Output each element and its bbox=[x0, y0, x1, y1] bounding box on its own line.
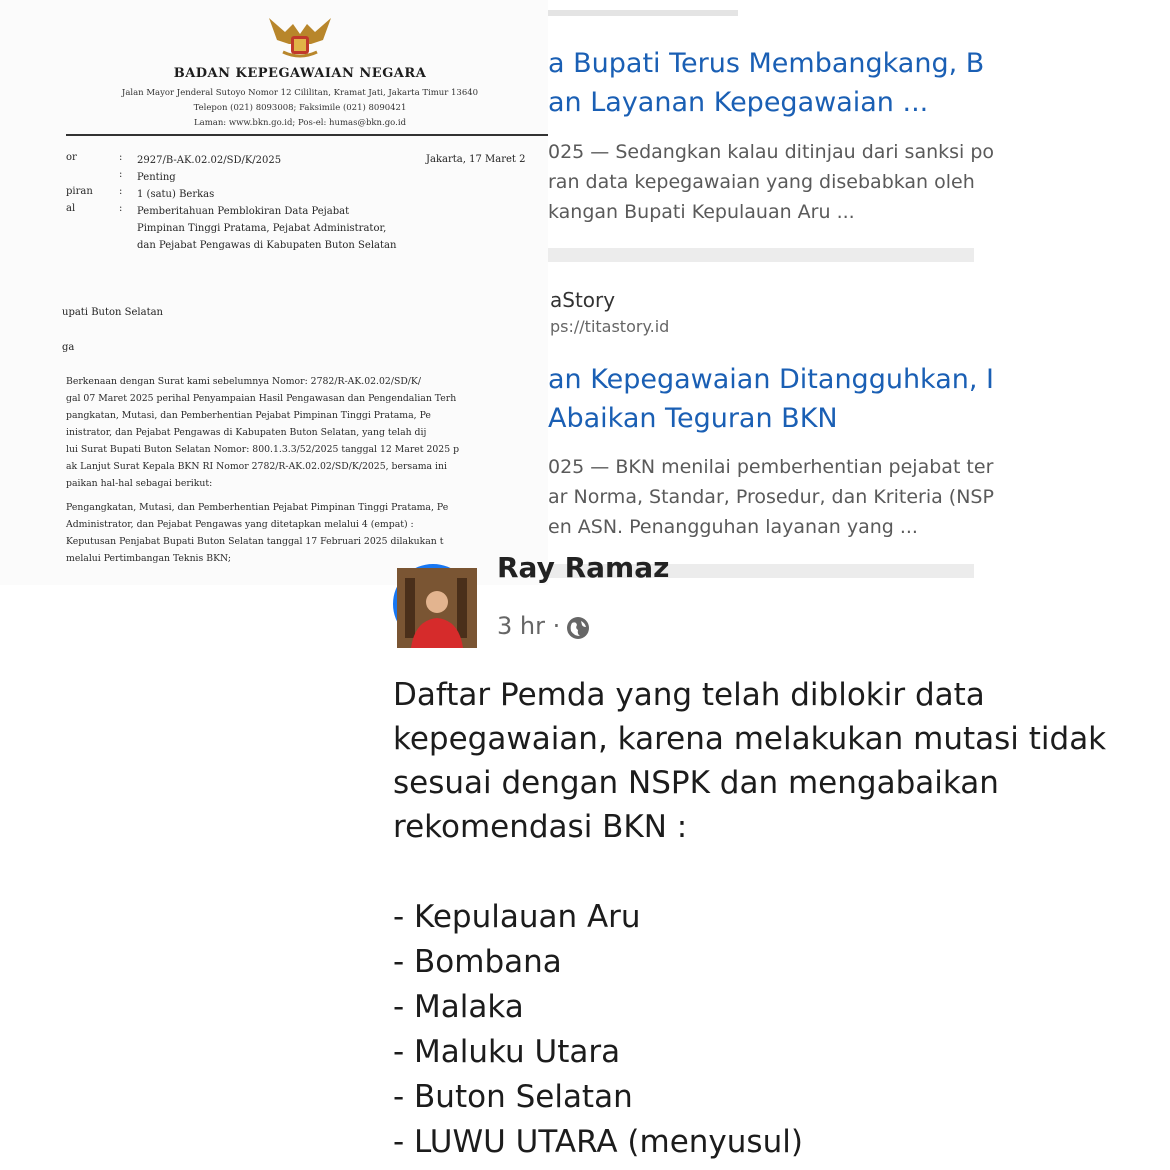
letter-body-line: melalui Pertimbangan Teknis BKN; bbox=[66, 553, 231, 564]
meta-colon: : bbox=[119, 186, 123, 197]
letter-body-line: Berkenaan dengan Surat kami sebelumnya Nomor: 2782/R-AK.02.02/SD/K/ bbox=[66, 376, 422, 387]
meta-value: Penting bbox=[137, 172, 176, 183]
letter-body-line: gal 07 Maret 2025 perihal Penyampaian Hasil Pengawasan dan Pengendalian Terh bbox=[66, 393, 457, 404]
list-item: - LUWU UTARA (menyusul) bbox=[393, 1124, 803, 1160]
letter-body-line: inistrator, dan Pejabat Pengawas di Kabupaten Buton Selatan, yang telah dij bbox=[66, 427, 427, 438]
meta-value: 1 (satu) Berkas bbox=[137, 189, 215, 200]
post-time-text[interactable]: 3 hr bbox=[497, 612, 545, 640]
garuda-emblem-icon bbox=[263, 14, 337, 58]
letter-body-line: pangkatan, Mutasi, dan Pemberhentian Pejabat Pimpinan Tinggi Pratama, Pe bbox=[66, 410, 431, 421]
letter-recipient-place: ga bbox=[62, 342, 75, 353]
time-separator: · bbox=[552, 612, 561, 640]
list-item: - Buton Selatan bbox=[393, 1079, 633, 1115]
list-item: - Bombana bbox=[393, 944, 562, 980]
post-body-text: Daftar Pemda yang telah diblokir data kepegawaian, karena melakukan mutasi tidak sesuai dengan NSPK dan mengabaikan rekomendasi BKN : bbox=[393, 677, 1107, 845]
meta-label: al bbox=[66, 203, 76, 214]
result-title-link[interactable]: a Bupati Terus Membangkang, B bbox=[548, 48, 985, 79]
result-title-link[interactable]: an Kepegawaian Ditangguhkan, I bbox=[548, 364, 995, 395]
letter-date: Jakarta, 17 Maret 2 bbox=[426, 154, 526, 165]
meta-label: or bbox=[66, 152, 77, 163]
result-snippet: kangan Bupati Kepulauan Aru ... bbox=[548, 201, 855, 223]
meta-label: piran bbox=[66, 186, 93, 197]
search-results-screenshot bbox=[548, 0, 995, 578]
list-item: - Malaka bbox=[393, 989, 524, 1025]
org-phone: Telepon (021) 8093008; Faksimile (021) 8090421 bbox=[193, 103, 407, 113]
result-snippet: ran data kepegawaian yang disebabkan oleh bbox=[548, 171, 975, 193]
list-item: - Maluku Utara bbox=[393, 1034, 621, 1070]
letter-body-line: Administrator, dan Pejabat Pengawas yang ditetapkan melalui 4 (empat) : bbox=[66, 519, 414, 530]
letter-body-line: Pengangkatan, Mutasi, dan Pemberhentian Pejabat Pimpinan Tinggi Pratama, Pe bbox=[66, 502, 449, 513]
org-name: BADAN KEPEGAWAIAN NEGARA bbox=[173, 66, 427, 81]
letter-body-line: Keputusan Penjabat Bupati Buton Selatan tanggal 17 Februari 2025 dilakukan t bbox=[66, 536, 444, 547]
org-web: Laman: www.bkn.go.id; Pos-el: humas@bkn.go.id bbox=[193, 118, 407, 128]
letter-scan bbox=[0, 0, 548, 585]
result-source-name[interactable]: aStory bbox=[550, 288, 616, 312]
header-divider bbox=[66, 134, 548, 136]
letter-body-line: lui Surat Bupati Buton Selatan Nomor: 800.1.3.3/52/2025 tanggal 12 Maret 2025 p bbox=[66, 444, 460, 455]
post-author-name[interactable] bbox=[497, 551, 670, 584]
result-source-url[interactable]: ps://titastory.id bbox=[550, 317, 670, 336]
result-snippet: 025 — BKN menilai pemberhentian pejabat ter bbox=[548, 456, 994, 478]
meta-value: 2927/B-AK.02.02/SD/K/2025 bbox=[137, 155, 282, 166]
org-address: Jalan Mayor Jenderal Sutoyo Nomor 12 Cililitan, Kramat Jati, Jakarta Timur 13640 bbox=[121, 88, 479, 98]
letter-recipient: upati Buton Selatan bbox=[62, 307, 163, 318]
post-author-text[interactable]: Ray Ramaz bbox=[497, 551, 670, 584]
letter-body-line: ak Lanjut Surat Kepala BKN RI Nomor 2782/R-AK.02.02/SD/K/2025, bersama ini bbox=[66, 461, 447, 472]
clipped-url-line bbox=[548, 10, 738, 16]
post-region-list bbox=[393, 895, 803, 1165]
avatar-photo bbox=[393, 564, 473, 644]
meta-value: Pemberitahuan Pemblokiran Data Pejabat Pimpinan Tinggi Pratama, Pejabat Administrator, dan Pejabat Pengawas di Kabupaten Buton Selatan bbox=[137, 206, 397, 251]
result-divider bbox=[548, 248, 974, 262]
globe-icon[interactable] bbox=[565, 615, 591, 641]
result-title-link[interactable]: an Layanan Kepegawaian ... bbox=[548, 87, 929, 118]
avatar[interactable] bbox=[393, 580, 473, 644]
result-snippet: en ASN. Penangguhan layanan yang ... bbox=[548, 516, 918, 538]
post-timestamp[interactable] bbox=[497, 612, 560, 640]
meta-colon: : bbox=[119, 203, 123, 214]
letter-body-line: paikan hal-hal sebagai berikut: bbox=[66, 478, 213, 489]
meta-colon: : bbox=[119, 152, 123, 163]
result-snippet: ar Norma, Standar, Prosedur, dan Kriteria (NSP bbox=[548, 486, 994, 508]
result-title-link[interactable]: Abaikan Teguran BKN bbox=[548, 403, 838, 434]
meta-colon: : bbox=[119, 169, 123, 180]
list-item: - Kepulauan Aru bbox=[393, 899, 641, 935]
result-snippet: 025 — Sedangkan kalau ditinjau dari sanksi po bbox=[548, 141, 995, 163]
person-photo-icon bbox=[397, 568, 477, 648]
